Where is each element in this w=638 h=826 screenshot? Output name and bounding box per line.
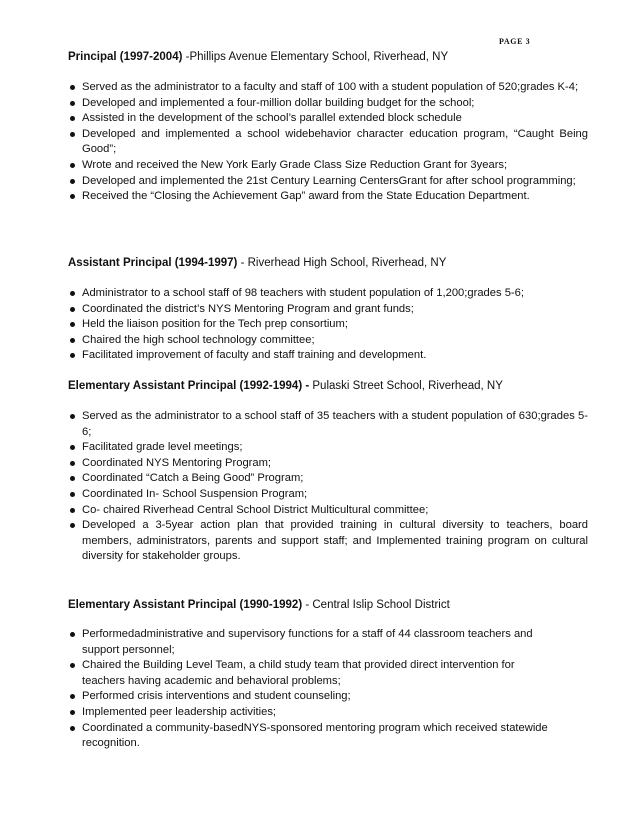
bullet-icon	[70, 322, 75, 327]
duties-list	[68, 286, 588, 364]
section-heading	[68, 255, 588, 271]
list-item: Held the liaison position for the Tech prep consortium;	[68, 317, 588, 333]
bullet-icon	[70, 492, 75, 497]
list-item: Coordinated “Catch a Being Good” Program;	[68, 471, 588, 487]
duties-list	[68, 409, 588, 565]
list-item: Facilitated grade level meetings;	[68, 440, 588, 456]
bullet-icon	[70, 291, 75, 296]
role-place: -Phillips Avenue Elementary School, Riverhead, NY	[182, 51, 449, 63]
bullet-icon	[70, 101, 75, 106]
bullet-icon	[70, 710, 75, 715]
role-place: - Central Islip School District	[302, 599, 450, 611]
bullet-icon	[70, 523, 75, 528]
list-item: Performed crisis interventions and student counseling;	[68, 689, 558, 705]
role-place: Pulaski Street School, Riverhead, NY	[309, 380, 503, 392]
bullet-icon	[70, 508, 75, 513]
section-assistant-principal	[68, 255, 588, 364]
list-item: Served as the administrator to a school staff of 35 teachers with a student population of 630;grades 5-6;	[68, 409, 588, 440]
section-heading	[68, 378, 588, 394]
list-item: Facilitated improvement of faculty and staff training and development.	[68, 348, 588, 364]
bullet-icon	[70, 353, 75, 358]
bullet-icon	[70, 461, 75, 466]
list-item: Administrator to a school staff of 98 teachers with student population of 1,200;grades 5-6;	[68, 286, 588, 302]
section-heading	[68, 49, 588, 65]
duties-list	[68, 627, 558, 752]
bullet-icon	[70, 338, 75, 343]
section-elementary-ap-central-islip	[68, 597, 588, 752]
list-item: Developed and implemented the 21st Century Learning CentersGrant for after school programming;	[68, 174, 588, 190]
list-item: Chaired the Building Level Team, a child study team that provided direct intervention for teachers having academic and behavioral problems;	[68, 658, 558, 689]
section-principal	[68, 49, 588, 205]
list-item: Developed and implemented a school widebehavior character education program, “Caught Being Good”;	[68, 127, 588, 158]
bullet-icon	[70, 163, 75, 168]
list-item: Coordinated a community-basedNYS-sponsored mentoring program which received statewide recognition.	[68, 721, 558, 752]
list-item: Chaired the high school technology committee;	[68, 333, 588, 349]
list-item: Coordinated In- School Suspension Program;	[68, 487, 588, 503]
list-item: Performedadministrative and supervisory functions for a staff of 44 classroom teachers and support personnel;	[68, 627, 558, 658]
role-title: Elementary Assistant Principal (1990-1992)	[68, 599, 303, 611]
bullet-icon	[70, 632, 75, 637]
role-title: Assistant Principal (1994-1997)	[68, 257, 238, 269]
bullet-icon	[70, 445, 75, 450]
list-item: Developed and implemented a four-million dollar building budget for the school;	[68, 96, 588, 112]
list-item: Coordinated NYS Mentoring Program;	[68, 456, 588, 472]
role-title: Principal (1997-2004)	[68, 51, 183, 63]
role-place: - Riverhead High School, Riverhead, NY	[237, 257, 447, 269]
list-item: Served as the administrator to a faculty and staff of 100 with a student population of 520;grades K-4;	[68, 80, 588, 96]
list-item: Received the “Closing the Achievement Gap” award from the State Education Department.	[68, 189, 588, 205]
list-item: Wrote and received the New York Early Grade Class Size Reduction Grant for 3years;	[68, 158, 588, 174]
bullet-icon	[70, 663, 75, 668]
section-heading	[68, 597, 588, 613]
bullet-icon	[70, 726, 75, 731]
bullet-icon	[70, 476, 75, 481]
bullet-icon	[70, 194, 75, 199]
bullet-icon	[70, 116, 75, 121]
list-item: Co- chaired Riverhead Central School District Multicultural committee;	[68, 503, 588, 519]
list-item: Implemented peer leadership activities;	[68, 705, 558, 721]
bullet-icon	[70, 414, 75, 419]
bullet-icon	[70, 179, 75, 184]
bullet-icon	[70, 694, 75, 699]
bullet-icon	[70, 85, 75, 90]
role-title: Elementary Assistant Principal (1992-1994) -	[68, 380, 310, 392]
bullet-icon	[70, 132, 75, 137]
duties-list	[68, 80, 588, 205]
section-elementary-ap-pulaski	[68, 378, 588, 565]
page-number: PAGE 3	[499, 37, 531, 46]
list-item: Coordinated the district’s NYS Mentoring Program and grant funds;	[68, 302, 588, 318]
list-item: Assisted in the development of the school’s parallel extended block schedule	[68, 111, 588, 127]
bullet-icon	[70, 307, 75, 312]
list-item: Developed a 3-5year action plan that provided training in cultural diversity to teachers, board members, administrators, parents and support staff; and Implemented training program on cultural diversity for stakeholder groups.	[68, 518, 588, 565]
